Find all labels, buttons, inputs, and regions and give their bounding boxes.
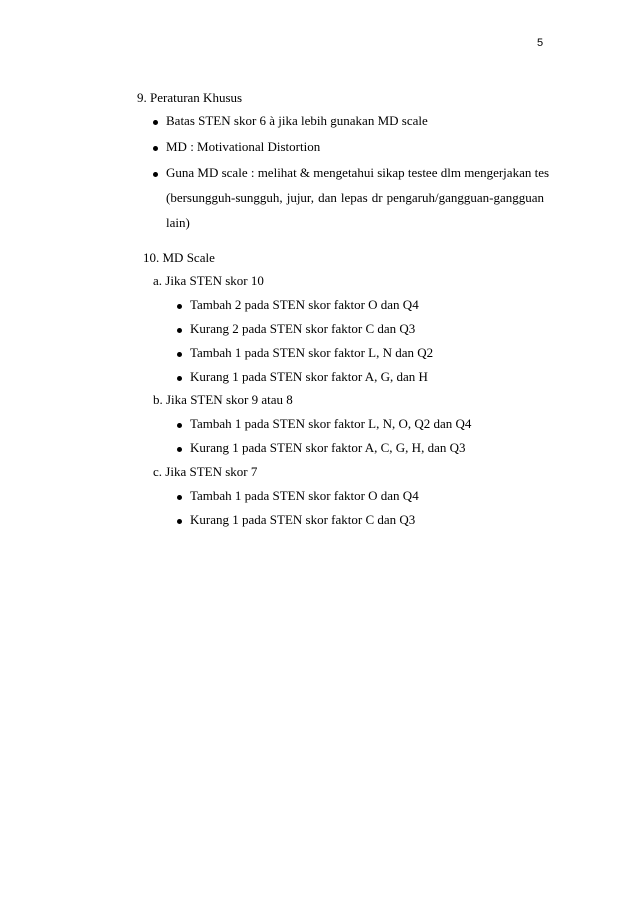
bullet-text: Tambah 2 pada STEN skor faktor O dan Q4 bbox=[190, 297, 419, 312]
bullet-text-continuation: lain) bbox=[166, 215, 190, 230]
bullet-dot-icon bbox=[177, 495, 182, 500]
section-10-title: 10. MD Scale bbox=[143, 250, 215, 265]
subsection-c-label: c. Jika STEN skor 7 bbox=[153, 464, 258, 479]
bullet-text: MD : Motivational Distortion bbox=[166, 139, 321, 154]
subsection-a-label: a. Jika STEN skor 10 bbox=[153, 273, 264, 288]
bullet-dot-icon bbox=[153, 120, 158, 125]
bullet-dot-icon bbox=[177, 328, 182, 333]
bullet-dot-icon bbox=[177, 519, 182, 524]
bullet-text-continuation: (bersungguh-sungguh, jujur, dan lepas dr pengaruh/gangguan-gangguan bbox=[166, 190, 544, 205]
bullet-dot-icon bbox=[177, 423, 182, 428]
bullet-text: Tambah 1 pada STEN skor faktor L, N dan Q2 bbox=[190, 345, 434, 360]
bullet-dot-icon bbox=[153, 172, 158, 177]
bullet-dot-icon bbox=[153, 146, 158, 151]
bullet-text: Kurang 1 pada STEN skor faktor C dan Q3 bbox=[190, 512, 416, 527]
bullet-dot-icon bbox=[177, 352, 182, 357]
page-number: 5 bbox=[537, 37, 544, 49]
bullet-text: Tambah 1 pada STEN skor faktor L, N, O, Q2 dan Q4 bbox=[190, 416, 472, 431]
bullet-text: Guna MD scale : melihat & mengetahui sikap testee dlm mengerjakan tes bbox=[166, 165, 550, 180]
bullet-dot-icon bbox=[177, 304, 182, 309]
bullet-text: Tambah 1 pada STEN skor faktor O dan Q4 bbox=[190, 488, 419, 503]
bullet-dot-icon bbox=[177, 376, 182, 381]
bullet-dot-icon bbox=[177, 447, 182, 452]
section-9-title: 9. Peraturan Khusus bbox=[137, 90, 243, 105]
subsection-b-label: b. Jika STEN skor 9 atau 8 bbox=[153, 392, 293, 407]
bullet-text: Kurang 1 pada STEN skor faktor A, G, dan H bbox=[190, 369, 428, 384]
bullet-text: Kurang 1 pada STEN skor faktor A, C, G, H, dan Q3 bbox=[190, 440, 466, 455]
bullet-text: Kurang 2 pada STEN skor faktor C dan Q3 bbox=[190, 321, 416, 336]
bullet-text: Batas STEN skor 6 à jika lebih gunakan MD scale bbox=[166, 113, 428, 128]
